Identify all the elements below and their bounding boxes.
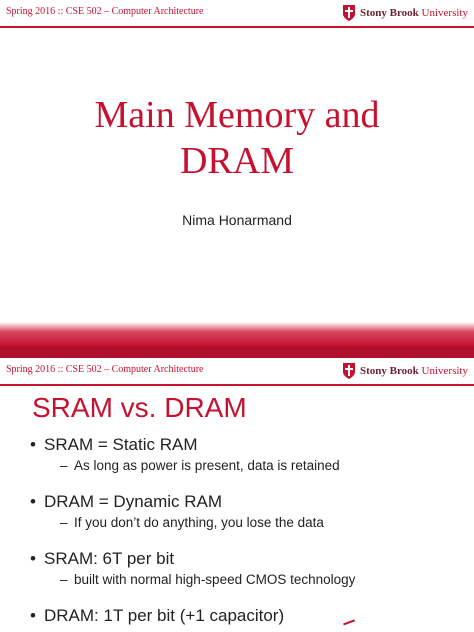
slide-header [0, 358, 474, 384]
dash-icon: – [60, 458, 68, 473]
logo-text: Stony Brook University [360, 7, 468, 19]
shield-icon [342, 4, 356, 22]
bullet-dot-icon: • [30, 492, 36, 511]
footer-band [0, 322, 474, 346]
bullet-group [30, 491, 460, 548]
bullet-item: • DRAM = Dynamic RAM [30, 492, 223, 511]
presentation-title [0, 92, 474, 184]
slide-header [0, 0, 474, 26]
author-name: Nima Honarmand [182, 212, 292, 228]
bullet-item: • SRAM = Static RAM [30, 435, 198, 454]
bullet-dot-icon: • [30, 606, 36, 625]
dash-icon: – [60, 515, 68, 530]
bullet-group [30, 605, 460, 632]
course-label: Spring 2016 :: CSE 502 – Computer Architecture [6, 6, 204, 17]
bullet-dot-icon: • [30, 549, 36, 568]
header-divider [0, 26, 474, 28]
university-logo [342, 4, 468, 22]
slide-separator [0, 346, 474, 358]
bullet-list [30, 434, 460, 632]
slide-title: SRAM vs. DRAM [32, 392, 247, 423]
sub-bullet-item: – built with normal high-speed CMOS technology [30, 570, 460, 590]
sub-bullet-item: – If you don’t do anything, you lose the data [30, 513, 460, 533]
course-label: Spring 2016 :: CSE 502 – Computer Architecture [6, 364, 204, 375]
title-line-1: Main Memory and [94, 94, 380, 136]
shield-icon [342, 362, 356, 380]
dash-icon: – [60, 572, 68, 587]
sub-bullet-item: – As long as power is present, data is retained [30, 456, 460, 476]
logo-text: Stony Brook University [360, 365, 468, 377]
bullet-dot-icon: • [30, 435, 36, 454]
bullet-group [30, 548, 460, 605]
university-logo [342, 362, 468, 380]
content-slide [0, 358, 474, 632]
bullet-group [30, 434, 460, 491]
header-divider [0, 384, 474, 386]
title-line-2: DRAM [179, 140, 295, 182]
bullet-item: • DRAM: 1T per bit (+1 capacitor) [30, 606, 285, 625]
bullet-item: • SRAM: 6T per bit [30, 549, 175, 568]
